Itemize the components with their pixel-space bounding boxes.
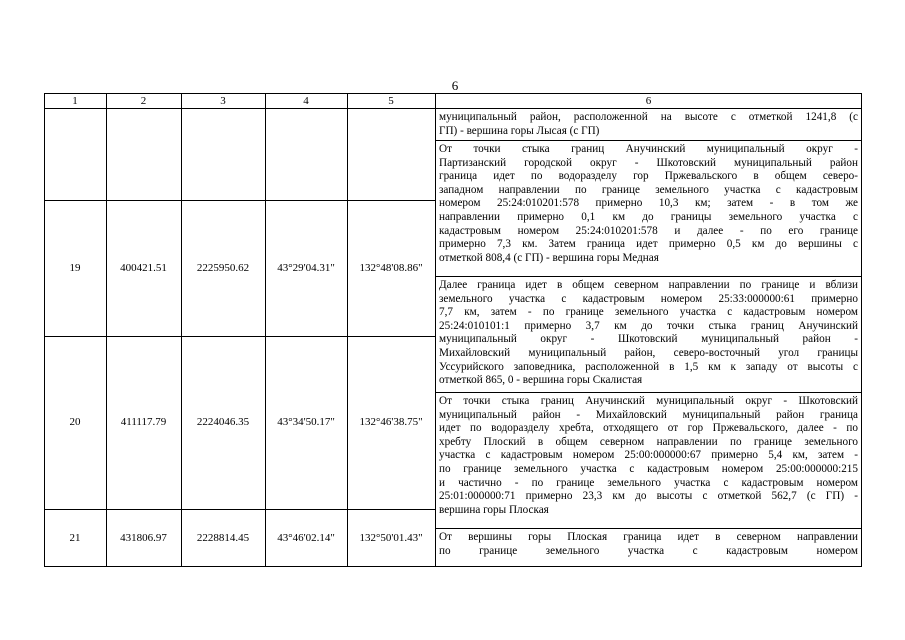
table-col-line: [265, 93, 266, 567]
description-line: направлении примерно 0,1 км до границы земельного участка с: [439, 210, 858, 223]
column-header: 4: [303, 95, 309, 107]
description-line: 25:01:000000:71 примерно 23,3 км до высоты с отметкой 562,7 (с ГП) -: [439, 490, 858, 503]
column-header: 2: [140, 95, 147, 107]
description-line: граница идет по водоразделу гор Пржевальского в общем северо-: [439, 170, 858, 183]
row-separator-right: [435, 140, 862, 141]
description-line: вершина горы Плоская: [439, 503, 549, 516]
column-header: 1: [72, 95, 78, 107]
boundary-description: [439, 531, 858, 565]
row-separator-right: [435, 276, 862, 277]
description-line: От вершины горы Плоская граница идет в северном направлении: [439, 531, 858, 543]
column-header: 3: [220, 95, 226, 107]
table-col-line: [435, 93, 436, 567]
description-line: и частично - по границе земельного участка с кадастровым номером: [439, 476, 858, 489]
point-id: 19: [69, 262, 81, 274]
table-border-bottom: [44, 566, 862, 567]
point-y: 2225950.62: [196, 262, 250, 274]
description-line: номером 25:24:010201:578 примерно 10,3 км; затем - в том же: [439, 197, 858, 210]
description-line: по границе земельного участка с кадастровым номером: [439, 544, 858, 557]
point-longitude: 132°48'08.86": [359, 262, 423, 274]
description-line: Михайловский муниципальный район, северо-восточный угол границы: [439, 346, 858, 359]
point-x: 400421.51: [120, 262, 167, 274]
description-line: по границе земельного участка с кадастровым номером 25:00:000000:215: [439, 462, 858, 475]
boundary-description: [439, 143, 858, 276]
column-header: 6: [645, 95, 652, 107]
description-line: земельного участка с кадастровым номером 25:33:000000:61 примерно: [439, 292, 858, 305]
boundary-description: [439, 395, 858, 528]
point-latitude: 43°46'02.14": [277, 532, 335, 544]
boundary-description: [439, 279, 858, 392]
description-line: отметкой 865, 0 - вершина горы Скалистая: [439, 374, 643, 387]
table-col-line: [181, 93, 182, 567]
column-header: 5: [388, 95, 394, 107]
point-longitude: 132°50'01.43": [359, 532, 423, 544]
description-line: Партизанский городской округ - Шкотовский муниципальный район: [439, 156, 858, 169]
description-line: муниципальный округ - Шкотовский муниципальный район -: [439, 333, 858, 346]
table-col-line: [861, 93, 862, 567]
description-line: муниципальный район, расположенной на высоте с отметкой 1241,8 (с: [439, 111, 858, 123]
description-line: идет по водоразделу хребта, отходящего от гор Пржевальского, далее - по: [439, 422, 858, 435]
point-y: 2228814.45: [196, 532, 250, 544]
boundary-description: [439, 111, 858, 140]
table-col-line: [347, 93, 348, 567]
table-border-top: [44, 93, 862, 94]
description-line: кадастровым номером 25:24:010201:578 и далее - по его границе: [439, 224, 858, 237]
description-line: ГП) - вершина горы Лысая (с ГП): [439, 124, 600, 137]
description-line: муниципальный район - Михайловский муниципальный район граница: [439, 408, 858, 421]
point-longitude: 132°46'38.75": [359, 416, 423, 428]
description-line: хребту Плоский в общем северном направлении по границе земельного: [439, 435, 858, 448]
row-separator-right: [435, 528, 862, 529]
row-separator-left: [44, 200, 435, 201]
row-separator-right: [435, 392, 862, 393]
table-col-line: [106, 93, 107, 567]
description-line: 7,7 км, затем - по границе земельного участка с кадастровым номером: [439, 306, 858, 319]
description-line: западном направлении по границе земельного участка с кадастровым: [439, 183, 858, 196]
description-line: От точки стыка границ Анучинский муниципальный округ -: [439, 143, 858, 155]
point-y: 2224046.35: [196, 416, 250, 428]
point-latitude: 43°34'50.17": [277, 416, 335, 428]
table-header-bottom: [44, 108, 862, 109]
point-id: 21: [69, 532, 81, 544]
description-line: 25:24:010101:1 примерно 3,7 км до точки стыка границ Анучинский: [439, 319, 858, 332]
row-separator-left: [44, 336, 435, 337]
description-line: От точки стыка границ Анучинский муниципальный округ - Шкотовский: [439, 395, 858, 407]
point-x: 411117.79: [120, 416, 167, 428]
description-line: участка с кадастровым номером 25:00:000000:67 примерно 5,4 км, затем -: [439, 449, 858, 462]
description-line: примерно 7,3 км. Затем граница идет примерно 0,5 км до вершины с: [439, 238, 858, 251]
description-line: Уссурийского заповедника, расположенной в 1,5 км к западу от высоты с: [439, 360, 858, 373]
point-id: 20: [69, 416, 81, 428]
description-line: отметкой 808,4 (с ГП) - вершина горы Медная: [439, 251, 659, 264]
row-separator-left: [44, 509, 435, 510]
point-x: 431806.97: [120, 532, 167, 544]
point-latitude: 43°29'04.31": [277, 262, 335, 274]
page-number: 6: [451, 78, 459, 93]
description-line: Далее граница идет в общем северном направлении по границе и вблизи: [439, 279, 858, 291]
table-col-line: [44, 93, 45, 567]
